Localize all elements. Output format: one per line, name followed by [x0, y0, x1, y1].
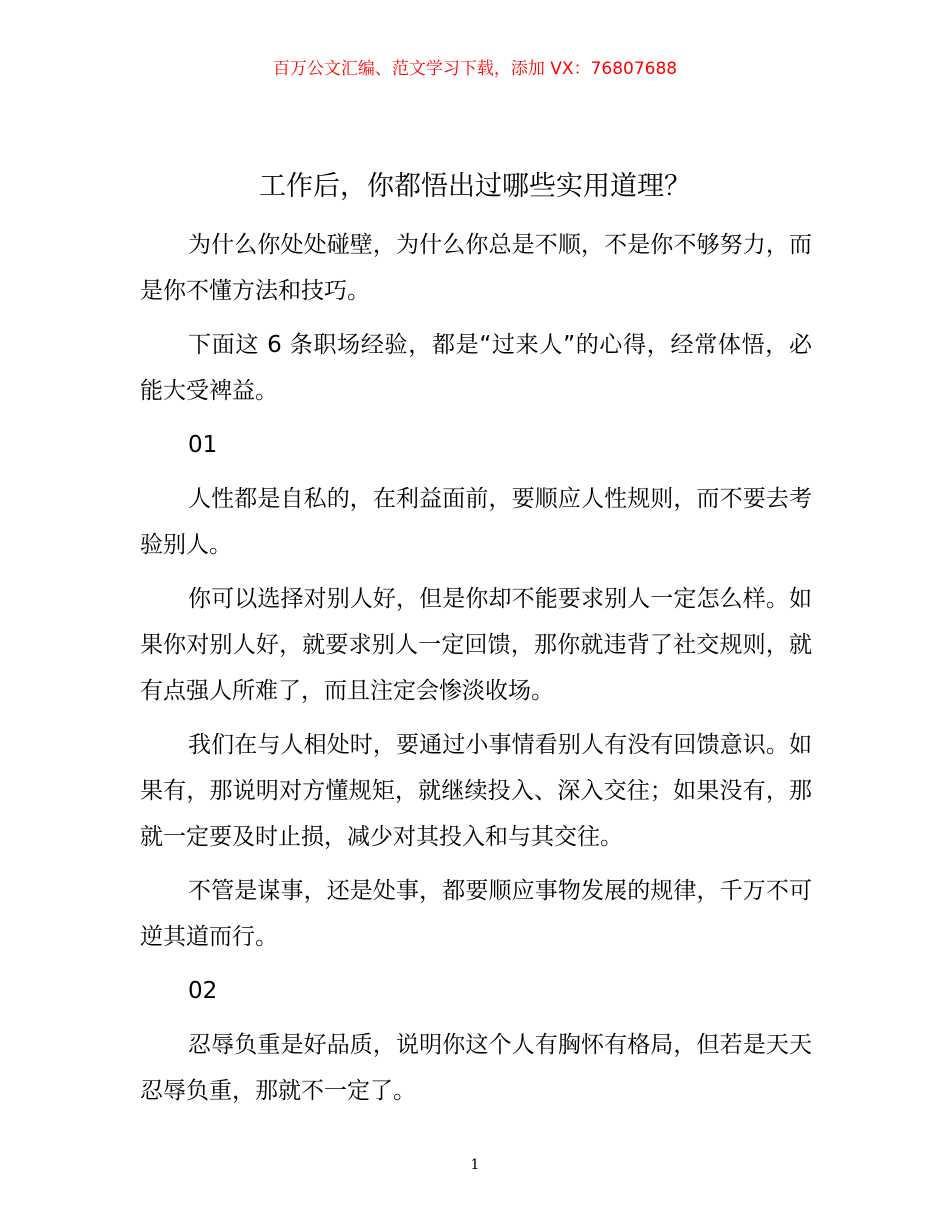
paragraph: 不管是谋事，还是处事，都要顺应事物发展的规律，千万不可逆其道而行。 [140, 878, 812, 950]
paragraph: 人性都是自私的，在利益面前，要顺应人性规则，而不要去考验别人。 [140, 486, 812, 558]
section-number: 01 [188, 432, 218, 458]
paragraph: 下面这 6 条职场经验，都是“过来人”的心得，经常体悟，必能大受裨益。 [140, 332, 812, 404]
page-title: 工作后，你都悟出过哪些实用道理？ [259, 171, 691, 202]
document-body [140, 222, 812, 1122]
paragraph: 我们在与人相处时，要通过小事情看别人有没有回馈意识。如果有，那说明对方懂规矩，就继续投入、深入交往；如果没有，那就一定要及时止损，减少对其投入和与其交往。 [140, 732, 812, 850]
watermark-header: 百万公文汇编、范文学习下载，添加 VX：76807688 [272, 59, 678, 79]
paragraph: 忍辱负重是好品质，说明你这个人有胸怀有格局，但若是天天忍辱负重，那就不一定了。 [140, 1032, 812, 1104]
paragraph: 你可以选择对别人好，但是你却不能要求别人一定怎么样。如果你对别人好，就要求别人一定回馈，那你就违背了社交规则，就有点强人所难了，而且注定会惨淡收场。 [140, 586, 812, 704]
page-number: 1 [470, 1157, 480, 1173]
paragraph: 为什么你处处碰壁，为什么你总是不顺，不是你不够努力，而是你不懂方法和技巧。 [140, 232, 812, 304]
section-number: 02 [188, 978, 218, 1004]
